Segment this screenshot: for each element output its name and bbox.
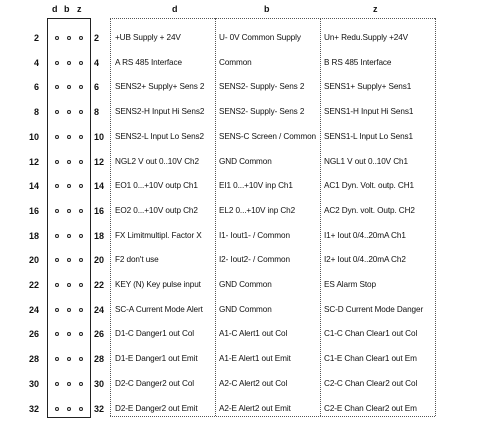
cell-d: D1-E Danger1 out Emit [115,354,198,363]
table-border-bottom [110,416,435,417]
cell-z: NGL1 V out 0..10V Ch1 [324,157,408,166]
pin-number-left: 16 [28,206,39,216]
pin-number-right: 6 [94,82,100,92]
cell-b: A2-E Alert2 out Emit [219,404,291,413]
pin-hole-d [55,283,59,287]
cell-z: Un+ Redu.Supply +24V [324,33,409,42]
cell-b: SENS2- Supply- Sens 2 [219,82,305,91]
cell-d: EO1 0...+10V outp Ch1 [115,181,198,190]
table-divider-2 [320,18,321,416]
cell-z: C2-C Chan Clear2 out Col [324,379,418,388]
cell-b: A2-C Alert2 out Col [219,379,288,388]
pin-hole-d [55,110,59,114]
pin-number-left: 28 [28,354,39,364]
cell-d: A RS 485 Interface [115,58,182,67]
pin-number-left: 10 [28,132,39,142]
pin-hole-b [67,61,71,65]
pin-number-left: 14 [28,181,39,191]
cell-b: SENS-C Screen / Common [219,132,316,141]
pin-hole-b [67,85,71,89]
pin-number-left: 30 [28,379,39,389]
pin-hole-d [55,357,59,361]
pin-number-left: 2 [33,33,39,43]
pin-hole-d [55,308,59,312]
pin-number-right: 4 [94,58,100,68]
cell-z: C1-E Chan Clear1 out Em [324,354,417,363]
cell-d: D2-C Danger2 out Col [115,379,195,388]
pin-number-left: 12 [28,157,39,167]
table-divider-1 [215,18,216,416]
pin-number-left: 18 [28,231,39,241]
pin-hole-d [55,61,59,65]
cell-z: SENS1-H Input Hi Sens1 [324,107,414,116]
pin-hole-b [67,36,71,40]
pin-hole-d [55,209,59,213]
connector-header-b: b [64,4,70,14]
cell-d: KEY (N) Key pulse input [115,280,201,289]
cell-b: A1-E Alert1 out Emit [219,354,291,363]
cell-d: D1-C Danger1 out Col [115,329,195,338]
pin-hole-z [79,258,83,262]
connector-header-z: z [77,4,82,14]
cell-d: F2 don't use [115,255,159,264]
cell-b: I1- Iout1- / Common [219,231,290,240]
cell-z: I1+ Iout 0/4..20mA Ch1 [324,231,406,240]
cell-b: I2- Iout2- / Common [219,255,290,264]
cell-d: SENS2-H Input Hi Sens2 [115,107,205,116]
pin-hole-b [67,209,71,213]
pin-number-right: 16 [94,206,105,216]
pin-number-right: 26 [94,329,105,339]
pin-hole-d [55,382,59,386]
pin-number-left: 6 [33,82,39,92]
cell-b: EL2 0...+10V inp Ch2 [219,206,296,215]
cell-z: I2+ Iout 0/4..20mA Ch2 [324,255,406,264]
pin-hole-d [55,258,59,262]
pin-hole-z [79,332,83,336]
cell-b: GND Common [219,157,272,166]
cell-d: FX Limitmultipl. Factor X [115,231,202,240]
pin-hole-b [67,308,71,312]
cell-z: SC-D Current Mode Danger [324,305,424,314]
pin-hole-z [79,160,83,164]
pin-hole-b [67,332,71,336]
pin-hole-d [55,135,59,139]
cell-d: SENS2-L Input Lo Sens2 [115,132,204,141]
cell-b: SENS2- Supply- Sens 2 [219,107,305,116]
table-header-z: z [373,4,378,14]
pin-number-right: 22 [94,280,105,290]
pin-number-right: 8 [94,107,100,117]
pin-hole-z [79,407,83,411]
pin-hole-b [67,135,71,139]
cell-b: U- 0V Common Supply [219,33,301,42]
pin-number-left: 8 [33,107,39,117]
pin-hole-d [55,85,59,89]
table-border-top [110,18,435,19]
pin-hole-b [67,382,71,386]
pin-hole-z [79,61,83,65]
pin-hole-d [55,160,59,164]
cell-z: AC1 Dyn. Volt. outp. CH1 [324,181,414,190]
table-header-d: d [172,4,178,14]
cell-z: SENS1+ Supply+ Sens1 [324,82,412,91]
pin-number-left: 4 [33,58,39,68]
pin-hole-b [67,110,71,114]
cell-b: GND Common [219,280,272,289]
cell-b: GND Common [219,305,272,314]
pin-hole-z [79,357,83,361]
pin-hole-b [67,407,71,411]
pin-hole-z [79,36,83,40]
cell-z: ES Alarm Stop [324,280,376,289]
pin-number-right: 10 [94,132,105,142]
pin-number-right: 28 [94,354,105,364]
pin-number-right: 2 [94,33,100,43]
pin-hole-d [55,234,59,238]
pin-hole-b [67,258,71,262]
cell-z: C2-E Chan Clear2 out Em [324,404,417,413]
pin-hole-d [55,332,59,336]
pin-number-left: 26 [28,329,39,339]
connector-header-d: d [52,4,58,14]
cell-b: Common [219,58,252,67]
pin-hole-z [79,85,83,89]
pin-hole-b [67,184,71,188]
pin-hole-b [67,357,71,361]
cell-z: B RS 485 Interface [324,58,392,67]
pin-number-left: 24 [28,305,39,315]
cell-d: NGL2 V out 0..10V Ch2 [115,157,199,166]
pin-number-right: 24 [94,305,105,315]
pin-hole-b [67,234,71,238]
cell-d: D2-E Danger2 out Emit [115,404,198,413]
pin-hole-z [79,308,83,312]
cell-z: SENS1-L Input Lo Sens1 [324,132,413,141]
pin-number-right: 12 [94,157,105,167]
pin-number-right: 14 [94,181,105,191]
pin-number-right: 20 [94,255,105,265]
cell-z: AC2 Dyn. volt. Outp. CH2 [324,206,415,215]
pin-number-right: 32 [94,404,105,414]
pin-number-right: 30 [94,379,105,389]
pin-hole-b [67,160,71,164]
pin-number-left: 20 [28,255,39,265]
cell-b: A1-C Alert1 out Col [219,329,288,338]
table-border-right [435,18,436,416]
pin-number-right: 18 [94,231,105,241]
cell-d: EO2 0...+10V outp Ch2 [115,206,198,215]
pin-hole-z [79,283,83,287]
pin-hole-d [55,407,59,411]
pin-hole-z [79,234,83,238]
table-header-b: b [264,4,270,14]
pin-hole-d [55,184,59,188]
pin-hole-z [79,135,83,139]
pin-hole-z [79,382,83,386]
cell-b: EI1 0...+10V inp Ch1 [219,181,293,190]
cell-z: C1-C Chan Clear1 out Col [324,329,418,338]
pin-hole-z [79,110,83,114]
pin-hole-z [79,184,83,188]
pin-number-left: 22 [28,280,39,290]
cell-d: +UB Supply + 24V [115,33,181,42]
pin-number-left: 32 [28,404,39,414]
pin-hole-b [67,283,71,287]
table-border-left [110,18,111,416]
pin-hole-z [79,209,83,213]
cell-d: SC-A Current Mode Alert [115,305,203,314]
pin-hole-d [55,36,59,40]
cell-d: SENS2+ Supply+ Sens 2 [115,82,205,91]
